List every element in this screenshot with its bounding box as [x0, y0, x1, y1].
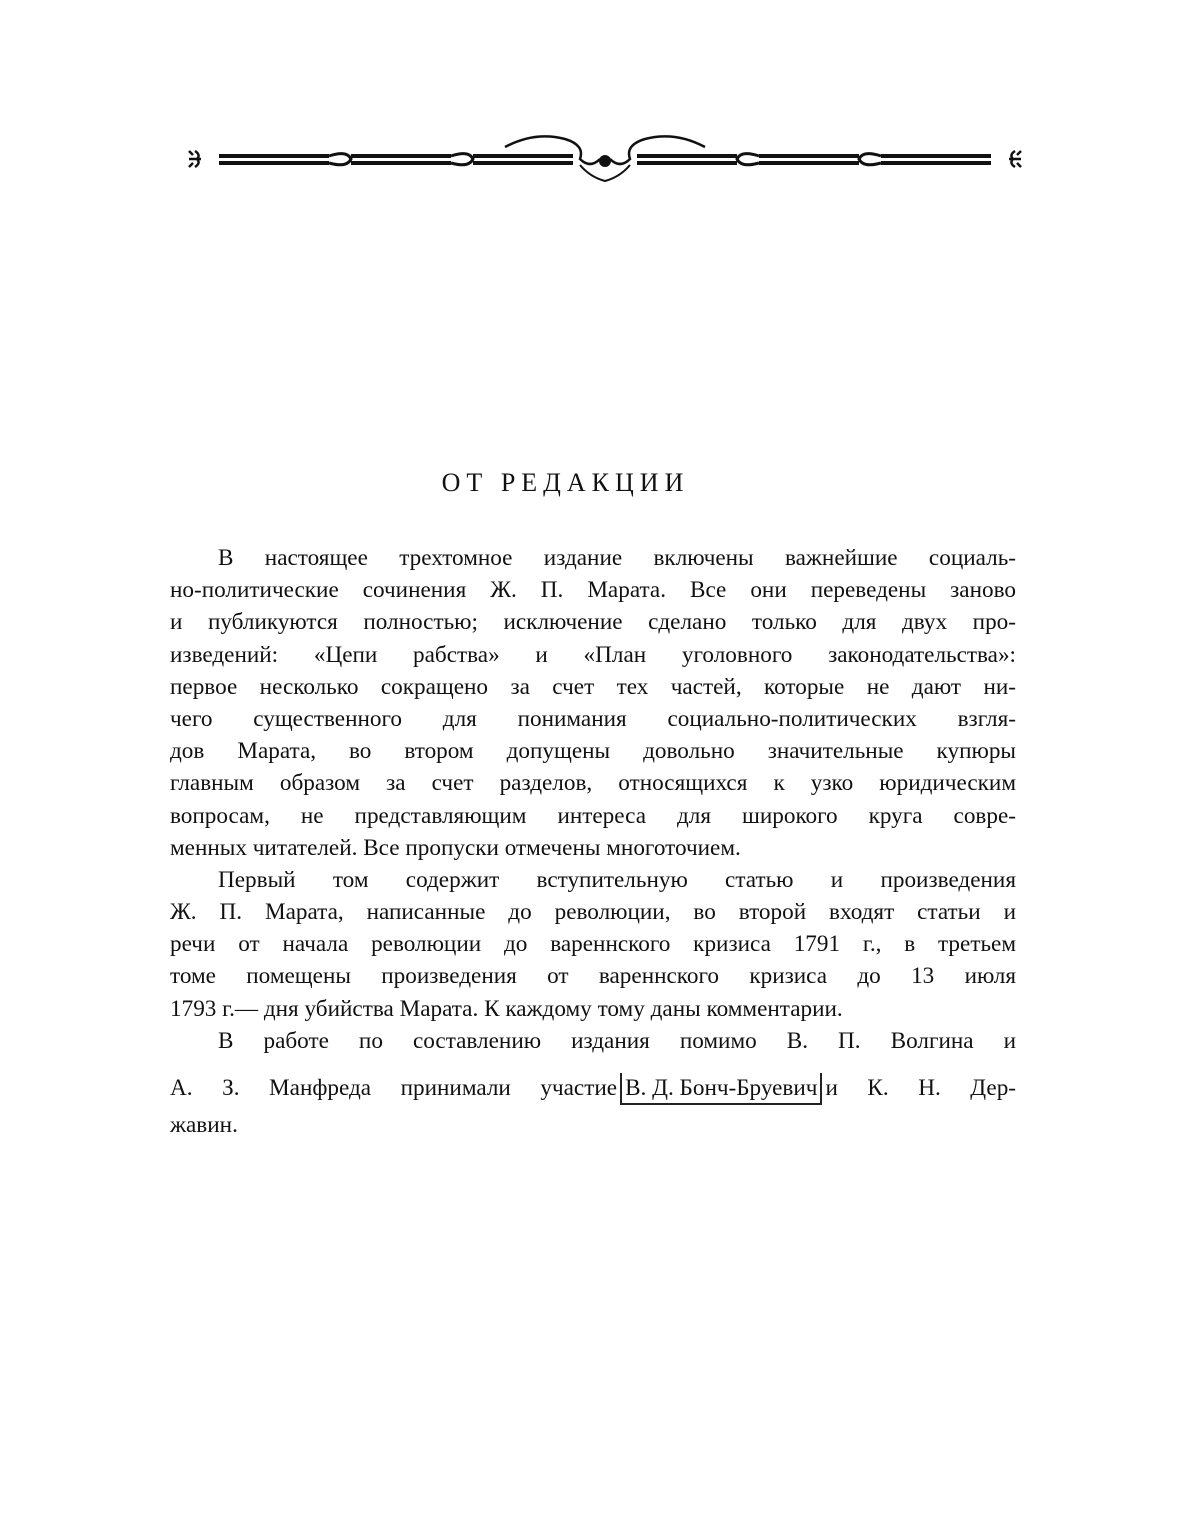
text-line: но-политические сочинения Ж. П. Марата. Все они переведены заново: [170, 577, 1016, 604]
text-line: жавин.: [170, 1112, 238, 1138]
paragraph-1: [170, 542, 1016, 864]
text-line: В работе по составлению издания помимо В. П. Волгина и: [218, 1027, 1016, 1054]
text-line: Ж. П. Марата, написанные до революции, во второй входят статьи и: [170, 899, 1016, 926]
text-line: Первый том содержит вступительную статью и произведения: [218, 866, 1016, 893]
text-line: В настоящее трехтомное издание включены важнейшие социаль-: [218, 545, 1016, 571]
decorative-header-ornament: [185, 125, 1025, 195]
paragraph-3: [170, 1025, 1016, 1141]
text-line: речи от начала революции до вареннского кризиса 1791 г., в третьем: [170, 931, 1016, 958]
text-line: первое несколько сокращено за счет тех частей, которые не дают ни-: [170, 673, 1016, 700]
text-line: менных читателей. Все пропуски отмечены многоточием.: [170, 834, 741, 861]
paragraph-2: [170, 864, 1016, 1025]
text-line: томе помещены произведения от вареннского кризиса до 13 июля: [170, 963, 1016, 990]
page-title: ОТ РЕДАКЦИИ: [441, 468, 690, 497]
text-line: чего существенного для понимания социально-политических взгля-: [170, 705, 1016, 732]
text-line: вопросам, не представляющим интереса для широкого круга совре-: [170, 802, 1016, 829]
text-segment: А. З. Манфреда принимали участие: [170, 1075, 618, 1101]
text-line: изведений: «Цепи рабства» и «План уголовного законодательства»:: [170, 641, 1016, 668]
text-line-with-boxed-name: [170, 1067, 1016, 1109]
text-line: дов Марата, во втором допущены довольно значительные купюры: [170, 738, 1016, 765]
text-line: и публикуются полностью; исключение сделано только для двух про-: [170, 609, 1016, 636]
editorial-text: [170, 542, 1016, 1141]
text-line: главным образом за счет разделов, относящихся к узко юридическим: [170, 770, 1016, 797]
boxed-name: В. Д. Бонч-Бруевич: [620, 1073, 822, 1105]
text-line: 1793 г.— дня убийства Марата. К каждому тому даны комментарии.: [170, 995, 843, 1022]
text-segment: и К. Н. Дер-: [825, 1075, 1017, 1101]
